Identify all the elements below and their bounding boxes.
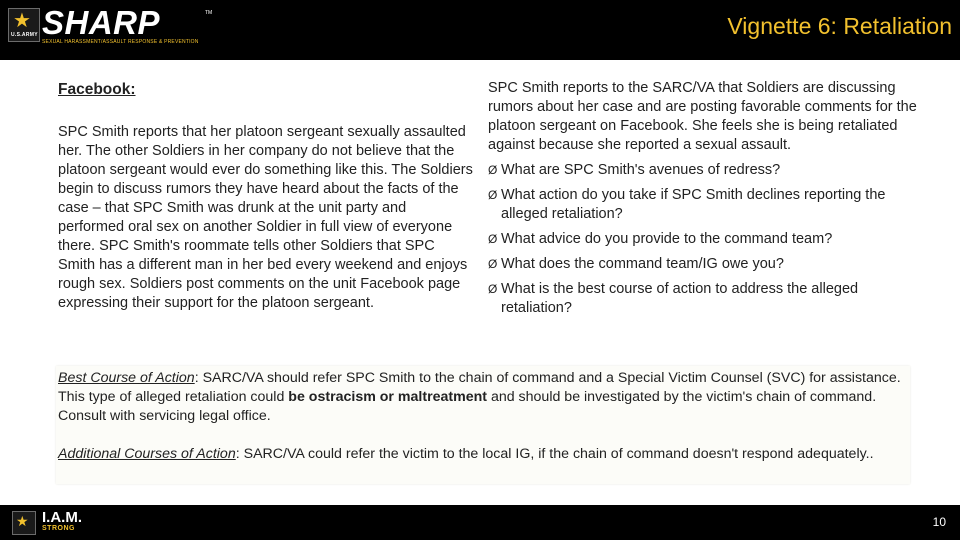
header-bar [0, 0, 960, 60]
iam-wordmark: I.A.M. [42, 509, 82, 526]
right-column [488, 79, 920, 318]
question-item [488, 230, 920, 249]
question-text: What does the command team/IG owe you? [501, 256, 784, 272]
question-item [488, 280, 920, 318]
additional-coa-label: Additional Courses of Action [58, 446, 236, 462]
question-item [488, 255, 920, 274]
arrow-bullet-icon: Ø [488, 232, 498, 246]
course-of-action-box [56, 366, 910, 484]
best-coa-text-2: and should be investigated by the victim's chain of command. Consult with servicing legal office. [58, 389, 877, 424]
report-intro: SPC Smith reports to the SARC/VA that Soldiers are discussing rumors about her case and are posting favorable comments for the platoon sergeant on Facebook. She feels she is being retaliated against because she reported a sexual assault. [488, 80, 917, 153]
question-text: What advice do you provide to the command team? [501, 231, 833, 247]
arrow-bullet-icon: Ø [488, 163, 498, 177]
additional-coa-text: : SARC/VA could refer the victim to the local IG, if the chain of command doesn't respond adequately.. [235, 446, 874, 462]
question-text: What is the best course of action to address the alleged retaliation? [501, 281, 859, 316]
arrow-bullet-icon: Ø [488, 188, 498, 202]
question-item [488, 186, 920, 224]
best-coa-bold: be ostracism or maltreatment [288, 389, 487, 405]
scenario-text: SPC Smith reports that her platoon sergeant sexually assaulted her. The other Soldiers in her company do not believe that the platoon sergeant would ever do something like this. The Soldiers begin to discuss rumors they have heard about the facts of the case – that SPC Smith was drunk at the unit party and performed oral sex on another Soldier in full view of everyone there. SPC Smith's roommate tells other Soldiers that SPC Smith has a different man in her bed every weekend and enjoys rough sex. Soldiers post comments on the unit Facebook page expressing their support for the platoon sergeant. [58, 124, 473, 311]
iam-strong-logo [12, 511, 98, 537]
strong-wordmark: STRONG [42, 525, 75, 532]
question-text: What action do you take if SPC Smith declines reporting the alleged retaliation? [501, 187, 886, 222]
arrow-bullet-icon: Ø [488, 282, 498, 296]
slide-title: Vignette 6: Retaliation [727, 13, 952, 39]
best-coa-text-1: : SARC/VA should refer SPC Smith to the chain of command and a Special Victim Counsel (SVC) for assistance. This type of alleged retaliation could [58, 370, 901, 405]
arrow-bullet-icon: Ø [488, 257, 498, 271]
sharp-wordmark: SHARP [42, 4, 161, 41]
question-item [488, 161, 920, 180]
army-star-icon: ★ U.S.ARMY [8, 8, 40, 42]
sharp-logo [8, 4, 213, 50]
best-course-of-action [58, 369, 904, 426]
trademark-mark: TM [205, 10, 213, 16]
additional-course-of-action [58, 445, 904, 464]
facebook-label: Facebook: [58, 81, 136, 98]
question-text: What are SPC Smith's avenues of redress? [501, 162, 781, 178]
footer-bar [0, 505, 960, 540]
sharp-subtitle: SEXUAL HARASSMENT/ASSAULT RESPONSE & PREVENTION [42, 39, 199, 45]
page-number: 10 [932, 515, 946, 529]
army-star-icon: ★ [12, 511, 36, 535]
question-list [488, 161, 920, 318]
best-coa-label: Best Course of Action [58, 370, 195, 386]
